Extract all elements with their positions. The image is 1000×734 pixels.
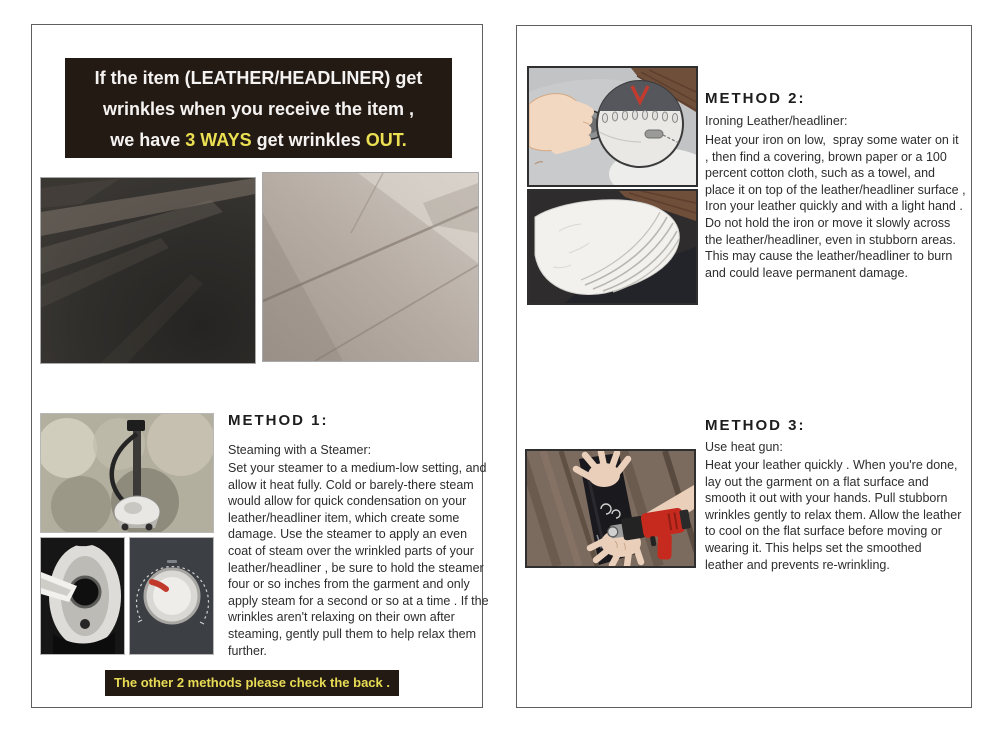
folded-towel-illustration <box>527 189 698 305</box>
wrinkled-headliner-light-photo <box>262 172 479 362</box>
back-note-banner: The other 2 methods please check the back . <box>105 670 399 696</box>
method-2-subtitle: Ironing Leather/headliner: <box>705 114 848 128</box>
method-3-title: METHOD 3: <box>705 417 806 434</box>
method-2-title: METHOD 2: <box>705 90 806 107</box>
method-2-body-text: Heat your iron on low, spray some water on it , then find a covering, brown paper or a 100 percent cotton cloth, such as a towel, and place it on top of the leather/headliner surface , Iron your leather quickly and with a light hand . Do not hold the iron or move it slowly across the leather/headliner, even in stubborn areas. This may cause the leather/headliner to burn and could leave permanent damage. <box>705 133 966 280</box>
steamer-standing-photo <box>40 413 214 533</box>
method-3-body-text: Heat your leather quickly . When you're done, lay out the garment on a flat surface and smooth it out with your hands. Pull stubborn wrinkles gently to relax them. Allow the leather to cool on the flat surface before moving or wearing it. This helps set the smoothed leather and prevents re-wrinkling. <box>705 458 962 572</box>
iron-dial-illustration <box>527 66 698 187</box>
intro-banner-line-2: wrinkles when you receive the item , <box>102 99 415 119</box>
method-3-subtitle: Use heat gun: <box>705 440 783 454</box>
right-page-panel <box>516 25 972 708</box>
steamer-tank-closeup-photo <box>40 537 125 655</box>
left-page-panel <box>31 24 489 708</box>
garment-steamer-figure <box>40 413 214 655</box>
intro-banner-line-1: If the item (LEATHER/HEADLINER) get <box>94 68 423 88</box>
steamer-dial-knob-photo <box>129 537 214 655</box>
highlight-3-ways: 3 WAYS <box>185 130 252 150</box>
intro-banner-line-3: we have 3 WAYS get wrinkles OUT. <box>110 130 407 150</box>
method-1-body-text: Set your steamer to a medium-low setting, and allow it heat fully. Cold or barely-there steam would allow for quick condensation on your leather/headliner item, which create some damage. Use the steamer to apply an even coat of steam over the wrinkled parts of your leather/headliner , be sure to hold the steamer four or so inches from the garment and only apply steam for a second or so at a time . If the wrinkles aren't relaxing on their own after steaming, gently pull them to help relax them further. <box>228 461 489 658</box>
method-1-title: METHOD 1: <box>228 412 329 429</box>
heat-gun-photo <box>525 449 696 568</box>
method-1-subtitle: Steaming with a Steamer: <box>228 443 372 457</box>
intro-banner <box>65 58 452 158</box>
wrinkled-leather-dark-photo <box>40 177 256 364</box>
highlight-out: OUT. <box>365 130 407 150</box>
